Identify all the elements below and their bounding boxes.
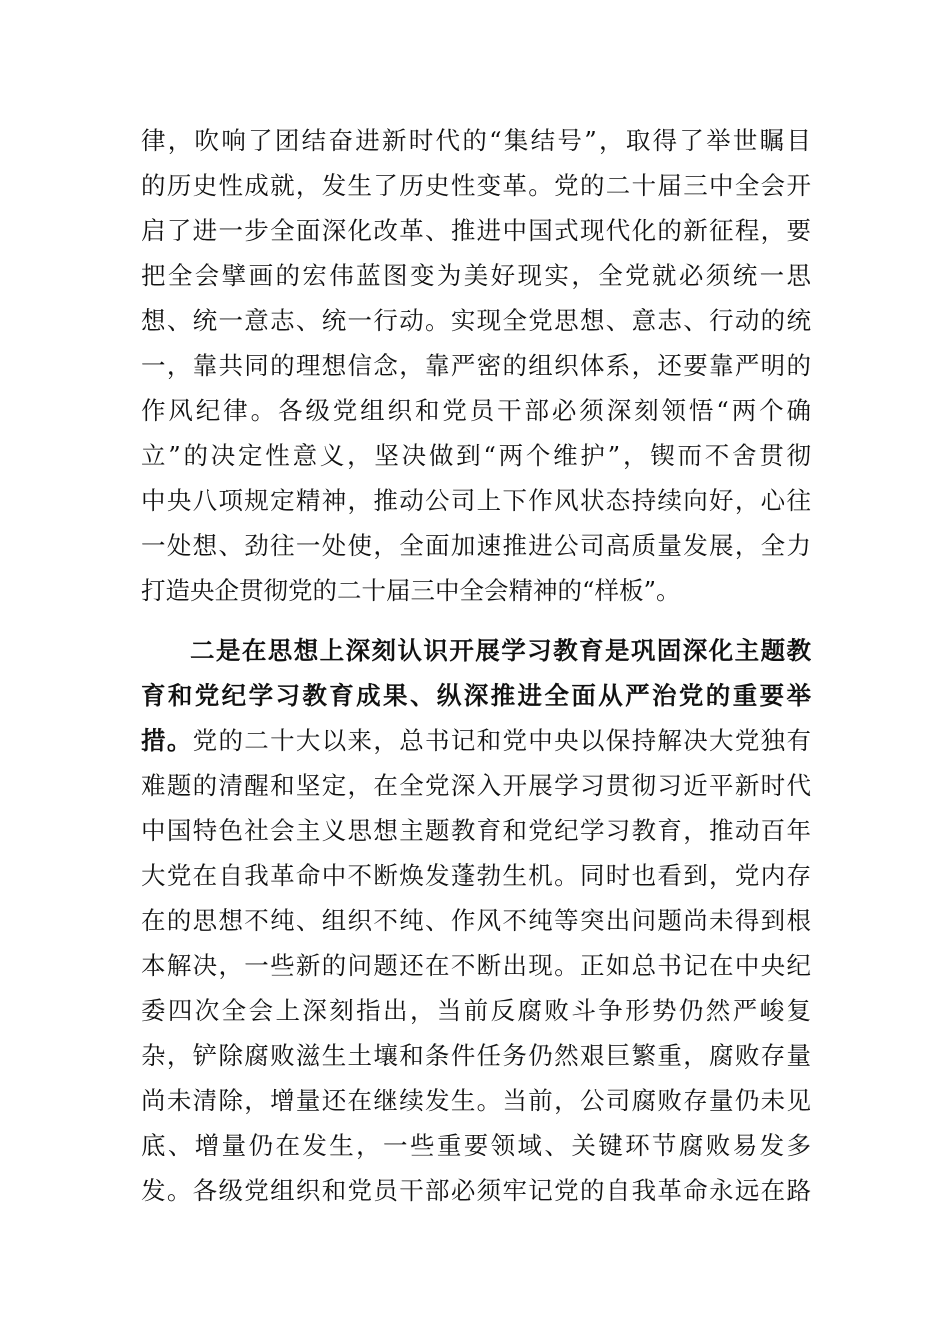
- paragraph-1: [141, 118, 811, 613]
- paragraph-2-line: 本解决，一些新的问题还在不断出现。正如总书记在中央纪: [141, 951, 811, 980]
- paragraph-2-line: 大党在自我革命中不断焕发蓬勃生机。同时也看到，党内存: [141, 861, 811, 890]
- paragraph-1-line: 立”的决定性意义，坚决做到“两个维护”，锲而不舍贯彻: [141, 441, 811, 470]
- paragraph-2-mixed-line: [141, 718, 811, 763]
- paragraph-1-line: 一处想、劲往一处使，全面加速推进公司高质量发展，全力: [141, 531, 811, 560]
- paragraph-2: [141, 628, 811, 1213]
- paragraph-1-line: 想、统一意志、统一行动。实现全党思想、意志、行动的统: [141, 306, 811, 335]
- paragraph-2-body-start: 党的二十大以来，总书记和党中央以保持解决大党独有: [192, 726, 811, 755]
- paragraph-1-line: 律，吹响了团结奋进新时代的“集结号”，取得了举世瞩目: [141, 126, 811, 155]
- paragraph-2-line: 在的思想不纯、组织不纯、作风不纯等突出问题尚未得到根: [141, 906, 811, 935]
- paragraph-2-heading-line: 育和党纪学习教育成果、纵深推进全面从严治党的重要举: [141, 681, 811, 710]
- paragraph-2-heading-end: 措。: [141, 726, 193, 755]
- paragraph-2-line: 发。各级党组织和党员干部必须牢记党的自我革命永远在路: [141, 1176, 811, 1205]
- paragraph-2-heading-line: 二是在思想上深刻认识开展学习教育是巩固深化主题教: [190, 636, 811, 665]
- paragraph-2-line: 难题的清醒和坚定，在全党深入开展学习贯彻习近平新时代: [141, 771, 811, 800]
- paragraph-2-line: 委四次全会上深刻指出，当前反腐败斗争形势仍然严峻复: [141, 996, 811, 1025]
- paragraph-2-line: 中国特色社会主义思想主题教育和党纪学习教育，推动百年: [141, 816, 811, 845]
- paragraph-2-line: 底、增量仍在发生，一些重要领域、关键环节腐败易发多: [141, 1131, 811, 1160]
- paragraph-1-line: 启了进一步全面深化改革、推进中国式现代化的新征程，要: [141, 216, 811, 245]
- paragraph-1-line: 作风纪律。各级党组织和党员干部必须深刻领悟“两个确: [141, 396, 811, 425]
- paragraph-2-line: 杂，铲除腐败滋生土壤和条件任务仍然艰巨繁重，腐败存量: [141, 1041, 811, 1070]
- paragraph-1-line: 的历史性成就，发生了历史性变革。党的二十届三中全会开: [141, 171, 811, 200]
- paragraph-1-line: 一，靠共同的理想信念，靠严密的组织体系，还要靠严明的: [141, 351, 811, 380]
- paragraph-1-line: 中央八项规定精神，推动公司上下作风状态持续向好，心往: [141, 486, 811, 515]
- paragraph-1-line: 打造央企贯彻党的二十届三中全会精神的“样板”。: [141, 576, 681, 605]
- paragraph-2-line: 尚未清除，增量还在继续发生。当前，公司腐败存量仍未见: [141, 1086, 811, 1115]
- paragraph-1-line: 把全会擘画的宏伟蓝图变为美好现实，全党就必须统一思: [141, 261, 811, 290]
